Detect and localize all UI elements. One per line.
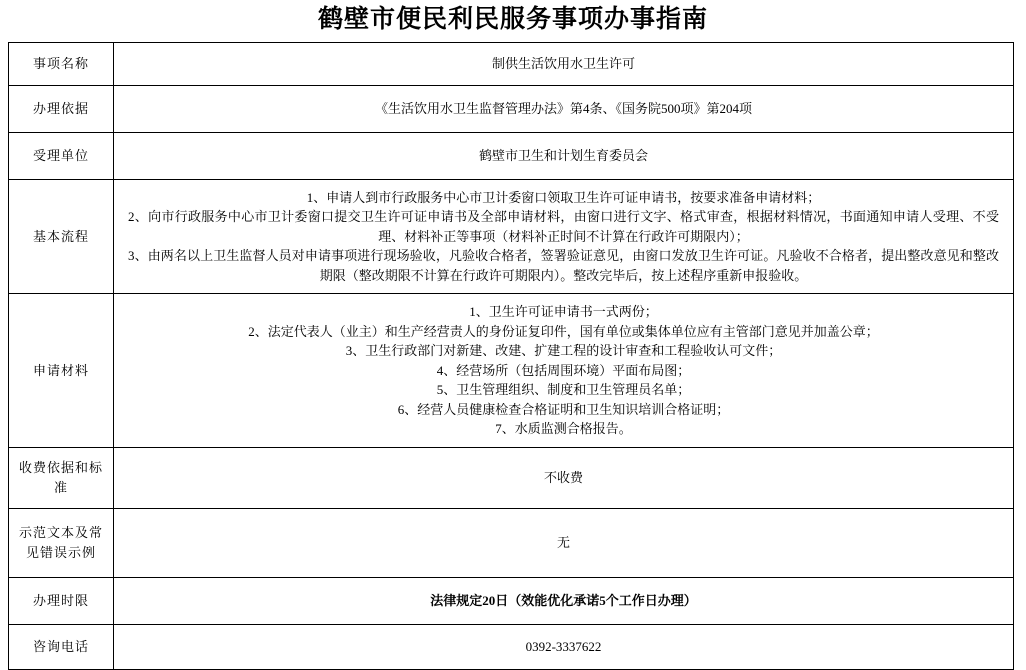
row-value-legal-basis bbox=[114, 85, 1014, 132]
service-guide-table bbox=[8, 42, 1014, 670]
text-line: 4、经营场所（包括周围环境）平面布局图； bbox=[436, 362, 691, 378]
row-label-item-name: 事项名称 bbox=[9, 42, 114, 85]
row-label-time-limit: 办理时限 bbox=[9, 577, 114, 624]
document-page bbox=[0, 6, 1026, 654]
table-row bbox=[9, 132, 1014, 179]
row-label-sample-text: 示范文本及常见错误示例 bbox=[9, 508, 114, 577]
row-value-fee-standard bbox=[114, 447, 1014, 508]
row-value-sample-text bbox=[114, 508, 1014, 577]
row-label-basic-process: 基本流程 bbox=[9, 179, 114, 294]
text-line: 制供生活饮用水卫生许可 bbox=[491, 55, 635, 71]
table-row bbox=[9, 577, 1014, 624]
row-label-application-materials: 申请材料 bbox=[9, 294, 114, 448]
text-line: 2、向市行政服务中心市卫计委窗口提交卫生许可证申请书及全部申请材料，由窗口进行文字、格式审查，根据材料情况，书面通知申请人受理、不受理、材料补正等事项（材料补正时间不计算在行政许可期限内）； bbox=[128, 209, 999, 244]
table-row bbox=[9, 447, 1014, 508]
row-value-basic-process bbox=[114, 179, 1014, 294]
text-line: 2、法定代表人（业主）和生产经营责人的身份证复印件，国有单位或集体单位应有主管部门意见并加盖公章； bbox=[248, 323, 879, 339]
text-line: 无 bbox=[556, 534, 570, 550]
table-row bbox=[9, 42, 1014, 85]
row-value-time-limit bbox=[114, 577, 1014, 624]
row-value-application-materials bbox=[114, 294, 1014, 448]
row-label-accepting-unit: 受理单位 bbox=[9, 132, 114, 179]
text-line: 不收费 bbox=[543, 469, 583, 485]
table-row bbox=[9, 294, 1014, 448]
text-line: 5、卫生管理组织、制度和卫生管理员名单； bbox=[436, 382, 691, 397]
row-label-fee-standard: 收费依据和标准 bbox=[9, 447, 114, 508]
text-line: 法律规定20日（效能优化承诺5个工作日办理） bbox=[430, 592, 697, 608]
row-value-item-name bbox=[114, 42, 1014, 85]
row-value-accepting-unit bbox=[114, 132, 1014, 179]
table-row bbox=[9, 179, 1014, 294]
text-line: 0392-3337622 bbox=[525, 638, 602, 654]
text-line: 6、经营人员健康检查合格证明和卫生知识培训合格证明； bbox=[397, 401, 730, 417]
text-line: 7、水质监测合格报告。 bbox=[495, 421, 632, 436]
table-row bbox=[9, 508, 1014, 577]
row-label-legal-basis: 办理依据 bbox=[9, 85, 114, 132]
text-line: 3、卫生行政部门对新建、改建、扩建工程的设计审查和工程验收认可文件； bbox=[345, 343, 782, 358]
page-title: 鹤壁市便民利民服务事项办事指南 bbox=[317, 6, 708, 33]
table-row bbox=[9, 85, 1014, 132]
text-line: 鹤壁市卫生和计划生育委员会 bbox=[478, 147, 648, 163]
text-line: 1、卫生许可证申请书一式两份； bbox=[469, 304, 658, 319]
text-line: 3、由两名以上卫生监督人员对申请事项进行现场验收，凡验收合格者，签署验证意见，由窗口发放卫生许可证。凡验收不合格者，提出整改意见和整改期限（整改期限不计算在行政许可期限内）。整改完毕后，按上述程序重新申报验收。 bbox=[128, 248, 999, 283]
text-line: 《生活饮用水卫生监督管理办法》第4条、《国务院500项》第204项 bbox=[374, 100, 752, 116]
table-row bbox=[9, 624, 1014, 669]
row-label-contact-phone: 咨询电话 bbox=[9, 624, 114, 669]
row-value-contact-phone bbox=[114, 624, 1014, 669]
text-line: 1、申请人到市行政服务中心市卫计委窗口领取卫生许可证申请书，按要求准备申请材料； bbox=[306, 189, 821, 205]
